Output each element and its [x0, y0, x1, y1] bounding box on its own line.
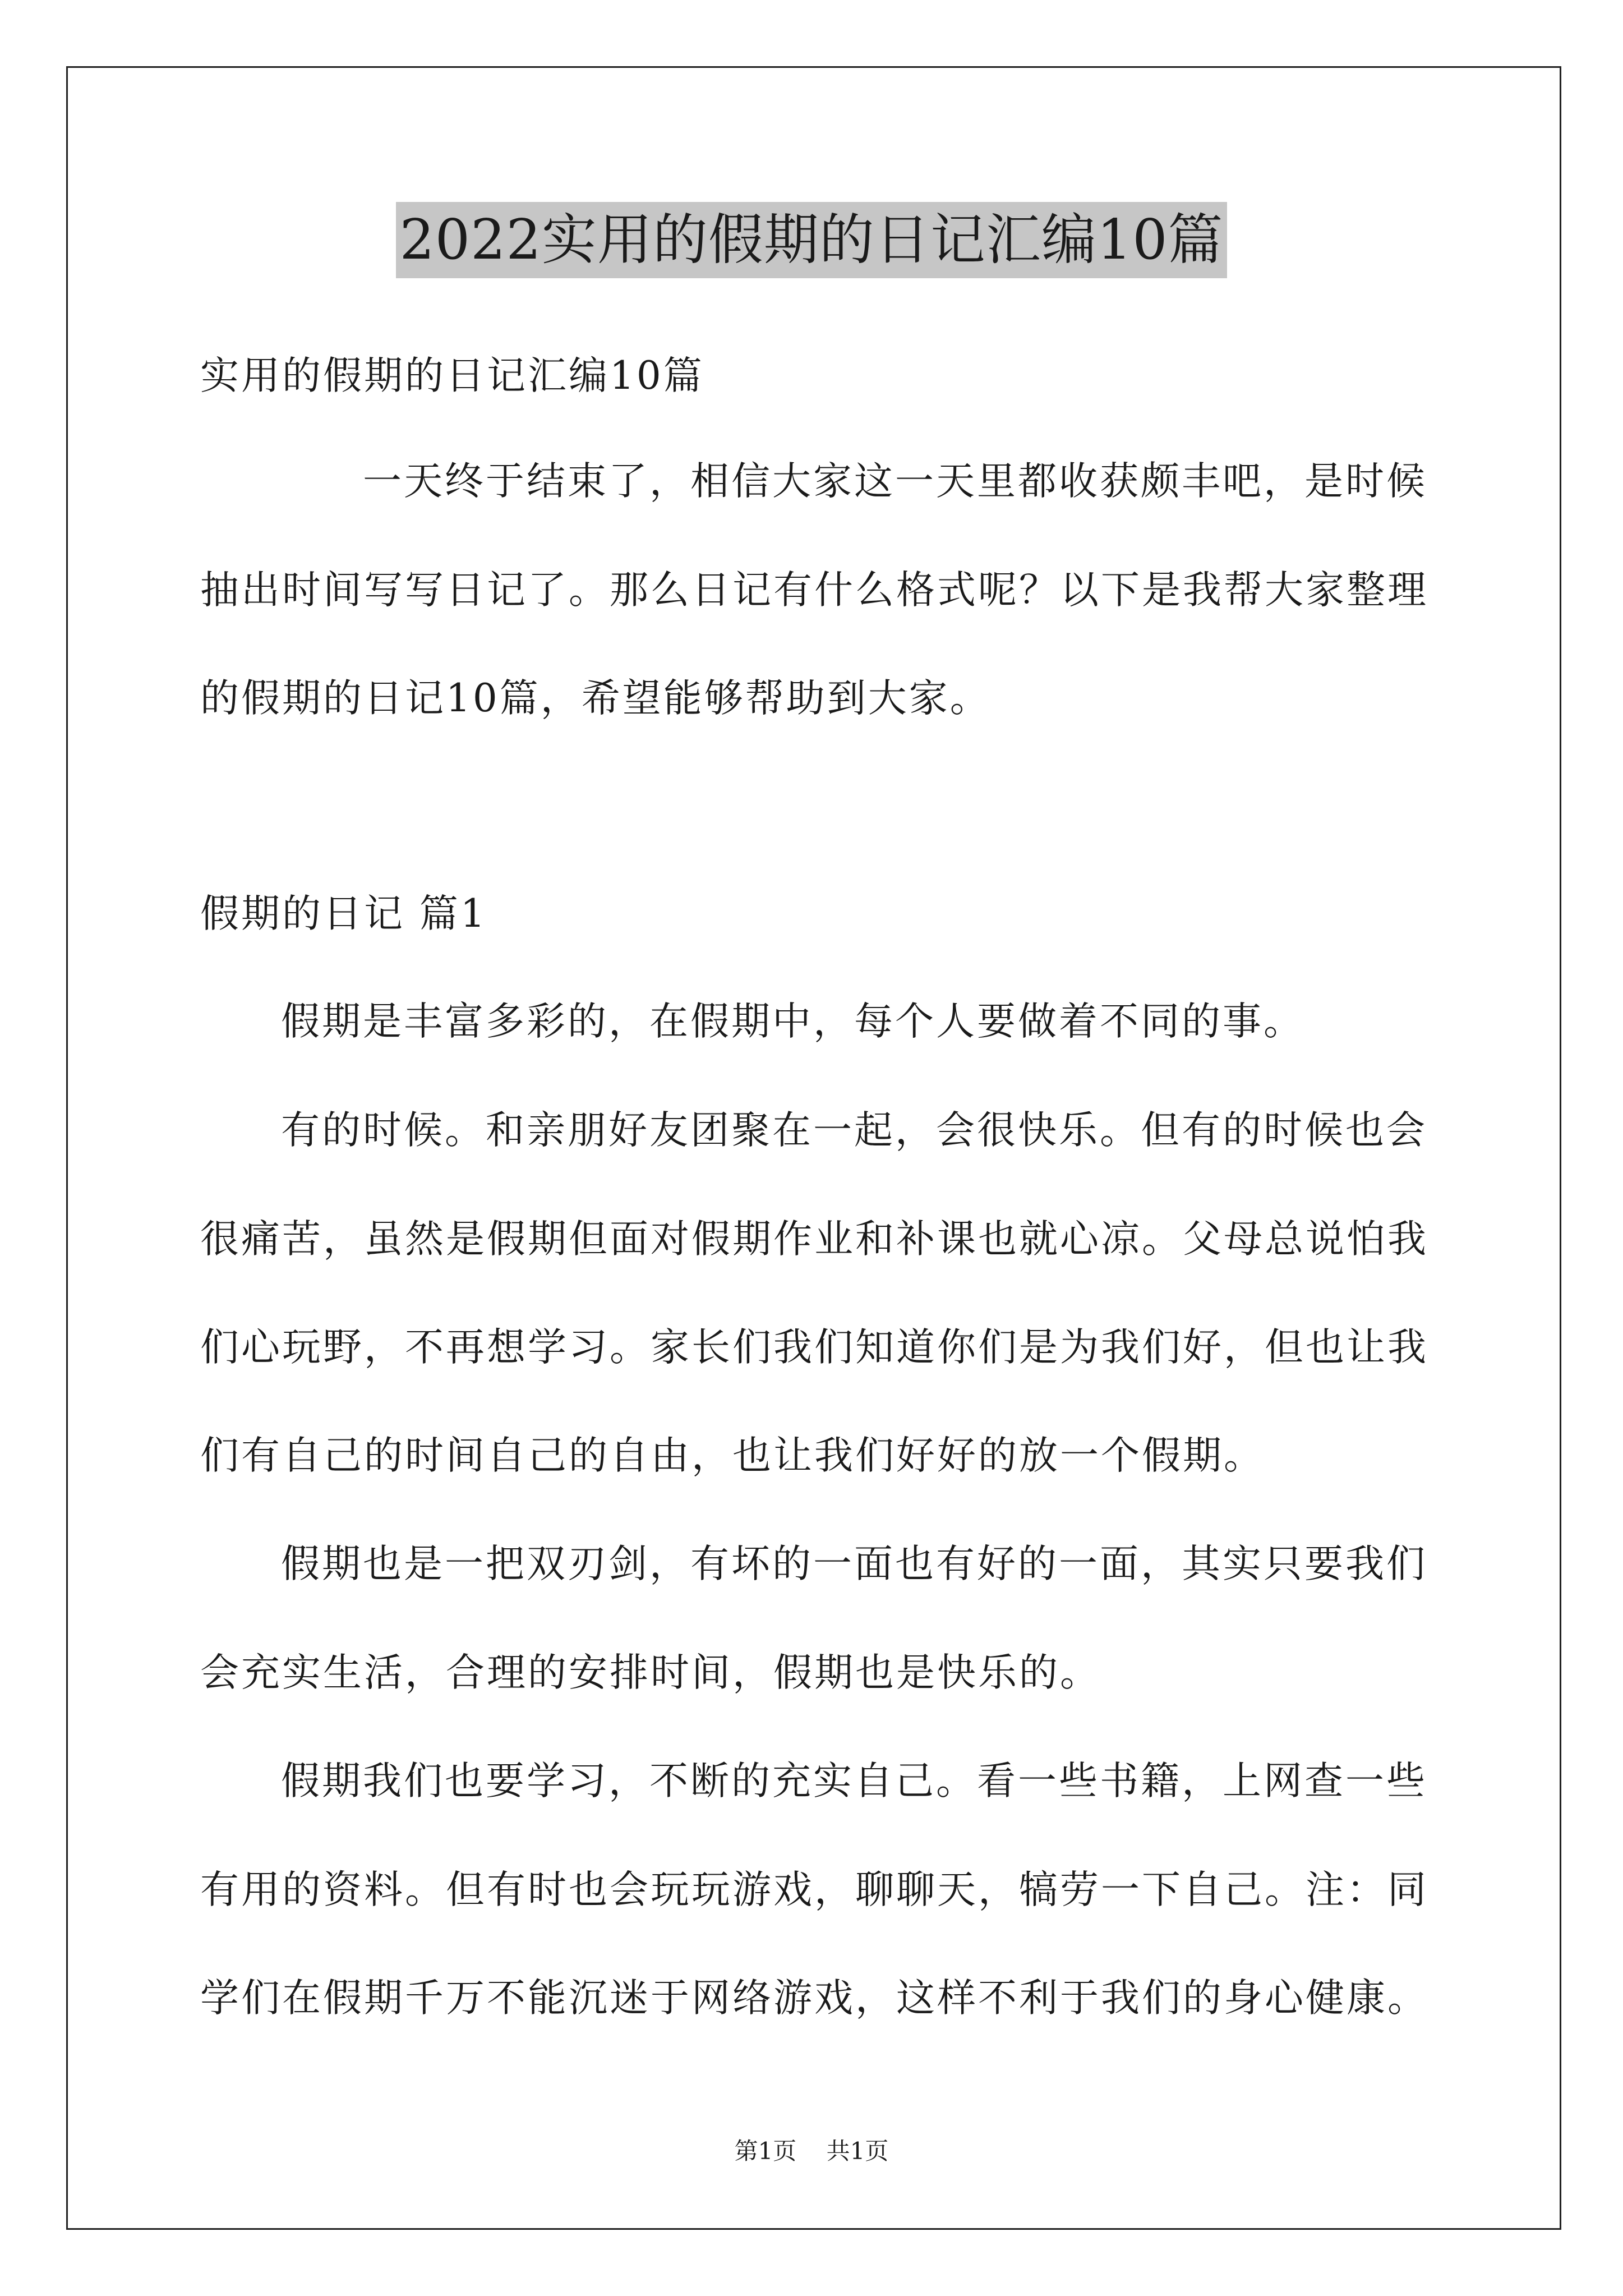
- paragraph-1-line-1: 假期是丰富多彩的，在假期中，每个人要做着不同的事。: [281, 999, 1304, 1044]
- section-heading: 假期的日记 篇1: [200, 891, 487, 936]
- paragraph-3-line-1: 假期也是一把双刃剑，有坏的一面也有好的一面，其实只要我们: [281, 1542, 1427, 1586]
- intro-line-2: 抽出时间写写日记了。那么日记有什么格式呢？以下是我帮大家整理: [200, 568, 1428, 613]
- page-number-total: 共1页: [826, 2137, 889, 2165]
- paragraph-2-line-4: 们有自己的时间自己的自由，也让我们好好的放一个假期。: [200, 1433, 1265, 1478]
- title-container: [0, 202, 1623, 278]
- paragraph-4-line-1: 假期我们也要学习，不断的充实自己。看一些书籍，上网查一些: [281, 1759, 1427, 1803]
- paragraph-4-line-2: 有用的资料。但有时也会玩玩游戏，聊聊天，犒劳一下自己。注：同: [200, 1867, 1428, 1912]
- paragraph-2-line-1: 有的时候。和亲朋好友团聚在一起，会很快乐。但有的时候也会: [281, 1108, 1427, 1153]
- page-number-current: 第1页: [734, 2137, 797, 2165]
- paragraph-4-line-3: 学们在假期千万不能沉迷于网络游戏，这样不利于我们的身心健康。: [200, 1976, 1428, 2021]
- page-footer: [0, 2134, 1623, 2168]
- subtitle-line: 实用的假期的日记汇编10篇: [200, 353, 704, 398]
- paragraph-3-line-2: 会充实生活，合理的安排时间，假期也是快乐的。: [200, 1650, 1101, 1695]
- paragraph-2-line-2: 很痛苦，虽然是假期但面对假期作业和补课也就心凉。父母总说怕我: [200, 1217, 1428, 1262]
- document-title: 2022实用的假期的日记汇编10篇: [396, 202, 1227, 278]
- intro-line-1: 一天终于结束了，相信大家这一天里都收获颇丰吧，是时候: [363, 459, 1427, 504]
- paragraph-2-line-3: 们心玩野，不再想学习。家长们我们知道你们是为我们好，但也让我: [200, 1325, 1428, 1370]
- intro-line-3: 的假期的日记10篇，希望能够帮助到大家。: [200, 676, 991, 721]
